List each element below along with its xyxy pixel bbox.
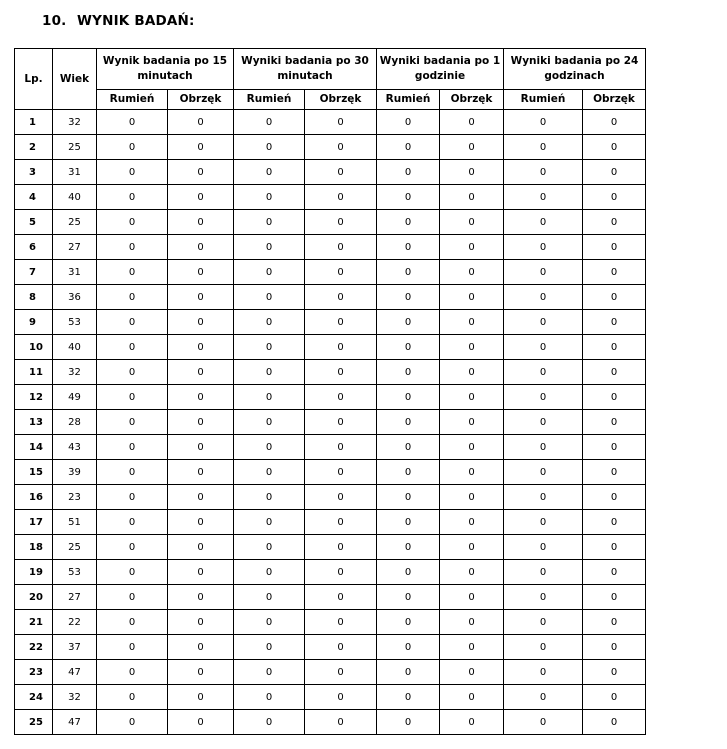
- swelling-value-cell: 0: [168, 435, 234, 460]
- redness-value-cell: 0: [504, 285, 583, 310]
- redness-value-cell: 0: [504, 585, 583, 610]
- swelling-value-cell: 0: [440, 360, 504, 385]
- redness-value-cell: 0: [377, 660, 440, 685]
- redness-value-cell: 0: [504, 410, 583, 435]
- redness-value-cell: 0: [234, 260, 305, 285]
- redness-value-cell: 0: [377, 560, 440, 585]
- table-row: [15, 660, 646, 685]
- swelling-value-cell: 0: [583, 460, 646, 485]
- swelling-value-cell: 0: [583, 485, 646, 510]
- row-number-cell: 9: [15, 310, 53, 335]
- swelling-value-cell: 0: [305, 210, 377, 235]
- swelling-value-cell: 0: [440, 585, 504, 610]
- swelling-value-cell: 0: [305, 110, 377, 135]
- redness-value-cell: 0: [234, 610, 305, 635]
- table-row: [15, 135, 646, 160]
- redness-value-cell: 0: [97, 510, 168, 535]
- redness-value-cell: 0: [97, 210, 168, 235]
- swelling-value-cell: 0: [440, 235, 504, 260]
- redness-value-cell: 0: [97, 435, 168, 460]
- redness-value-cell: 0: [504, 310, 583, 335]
- redness-value-cell: 0: [504, 360, 583, 385]
- swelling-value-cell: 0: [440, 710, 504, 735]
- swelling-header: Obrzęk: [440, 90, 504, 110]
- swelling-value-cell: 0: [440, 610, 504, 635]
- swelling-value-cell: 0: [305, 635, 377, 660]
- redness-value-cell: 0: [97, 360, 168, 385]
- group-header-1h: Wyniki badania po 1 godzinie: [377, 49, 504, 90]
- redness-value-cell: 0: [234, 460, 305, 485]
- swelling-value-cell: 0: [305, 660, 377, 685]
- table-row: [15, 260, 646, 285]
- swelling-value-cell: 0: [583, 685, 646, 710]
- redness-value-cell: 0: [234, 535, 305, 560]
- swelling-value-cell: 0: [583, 260, 646, 285]
- row-number-cell: 19: [15, 560, 53, 585]
- row-number-cell: 20: [15, 585, 53, 610]
- redness-value-cell: 0: [234, 585, 305, 610]
- age-cell: 51: [53, 510, 97, 535]
- swelling-value-cell: 0: [305, 185, 377, 210]
- age-cell: 32: [53, 360, 97, 385]
- swelling-value-cell: 0: [168, 610, 234, 635]
- swelling-value-cell: 0: [583, 210, 646, 235]
- swelling-value-cell: 0: [583, 335, 646, 360]
- redness-value-cell: 0: [377, 410, 440, 435]
- redness-value-cell: 0: [97, 585, 168, 610]
- redness-value-cell: 0: [377, 485, 440, 510]
- swelling-value-cell: 0: [440, 260, 504, 285]
- header-group-row: [15, 49, 646, 90]
- swelling-value-cell: 0: [168, 285, 234, 310]
- redness-value-cell: 0: [97, 135, 168, 160]
- redness-value-cell: 0: [234, 485, 305, 510]
- swelling-value-cell: 0: [440, 385, 504, 410]
- age-cell: 40: [53, 185, 97, 210]
- row-number-cell: 7: [15, 260, 53, 285]
- header-sub-row: [15, 90, 646, 110]
- redness-value-cell: 0: [504, 460, 583, 485]
- table-row: [15, 435, 646, 460]
- swelling-value-cell: 0: [168, 485, 234, 510]
- swelling-value-cell: 0: [168, 335, 234, 360]
- redness-value-cell: 0: [97, 335, 168, 360]
- swelling-value-cell: 0: [440, 110, 504, 135]
- redness-value-cell: 0: [504, 685, 583, 710]
- swelling-value-cell: 0: [305, 435, 377, 460]
- swelling-value-cell: 0: [168, 660, 234, 685]
- swelling-value-cell: 0: [583, 635, 646, 660]
- swelling-value-cell: 0: [168, 385, 234, 410]
- results-table: [14, 48, 646, 735]
- redness-value-cell: 0: [97, 385, 168, 410]
- row-number-cell: 11: [15, 360, 53, 385]
- redness-value-cell: 0: [97, 285, 168, 310]
- age-cell: 36: [53, 285, 97, 310]
- row-number-cell: 13: [15, 410, 53, 435]
- age-cell: 23: [53, 485, 97, 510]
- redness-header: Rumień: [97, 90, 168, 110]
- table-row: [15, 210, 646, 235]
- age-cell: 53: [53, 310, 97, 335]
- swelling-header: Obrzęk: [583, 90, 646, 110]
- row-number-cell: 5: [15, 210, 53, 235]
- redness-value-cell: 0: [234, 210, 305, 235]
- swelling-value-cell: 0: [440, 660, 504, 685]
- swelling-value-cell: 0: [168, 710, 234, 735]
- swelling-value-cell: 0: [168, 510, 234, 535]
- row-number-cell: 16: [15, 485, 53, 510]
- row-number-cell: 18: [15, 535, 53, 560]
- redness-value-cell: 0: [97, 635, 168, 660]
- swelling-value-cell: 0: [305, 710, 377, 735]
- redness-value-cell: 0: [377, 160, 440, 185]
- redness-value-cell: 0: [377, 685, 440, 710]
- table-row: [15, 685, 646, 710]
- age-cell: 53: [53, 560, 97, 585]
- redness-value-cell: 0: [377, 635, 440, 660]
- redness-value-cell: 0: [97, 560, 168, 585]
- section-title: WYNIK BADAŃ:: [77, 13, 195, 29]
- redness-value-cell: 0: [377, 335, 440, 360]
- redness-header: Rumień: [504, 90, 583, 110]
- swelling-value-cell: 0: [305, 685, 377, 710]
- table-row: [15, 710, 646, 735]
- redness-value-cell: 0: [97, 685, 168, 710]
- swelling-value-cell: 0: [305, 235, 377, 260]
- swelling-value-cell: 0: [440, 635, 504, 660]
- redness-header: Rumień: [234, 90, 305, 110]
- age-cell: 31: [53, 160, 97, 185]
- redness-header: Rumień: [377, 90, 440, 110]
- table-header: [15, 49, 646, 110]
- redness-value-cell: 0: [504, 635, 583, 660]
- age-cell: 40: [53, 335, 97, 360]
- table-row: [15, 235, 646, 260]
- redness-value-cell: 0: [377, 435, 440, 460]
- swelling-value-cell: 0: [440, 685, 504, 710]
- redness-value-cell: 0: [97, 160, 168, 185]
- swelling-value-cell: 0: [168, 310, 234, 335]
- swelling-value-cell: 0: [168, 260, 234, 285]
- redness-value-cell: 0: [377, 235, 440, 260]
- swelling-value-cell: 0: [305, 135, 377, 160]
- redness-value-cell: 0: [504, 485, 583, 510]
- redness-value-cell: 0: [377, 110, 440, 135]
- table-row: [15, 185, 646, 210]
- redness-value-cell: 0: [504, 335, 583, 360]
- swelling-value-cell: 0: [305, 310, 377, 335]
- redness-value-cell: 0: [504, 510, 583, 535]
- row-number-cell: 8: [15, 285, 53, 310]
- table-row: [15, 560, 646, 585]
- redness-value-cell: 0: [504, 210, 583, 235]
- swelling-value-cell: 0: [168, 635, 234, 660]
- group-header-24h: Wyniki badania po 24 godzinach: [504, 49, 646, 90]
- row-number-cell: 23: [15, 660, 53, 685]
- redness-value-cell: 0: [234, 560, 305, 585]
- age-cell: 25: [53, 135, 97, 160]
- swelling-value-cell: 0: [305, 535, 377, 560]
- age-cell: 47: [53, 710, 97, 735]
- swelling-value-cell: 0: [168, 535, 234, 560]
- table-row: [15, 460, 646, 485]
- swelling-value-cell: 0: [583, 310, 646, 335]
- swelling-value-cell: 0: [583, 510, 646, 535]
- redness-value-cell: 0: [234, 335, 305, 360]
- section-number: 10.: [42, 13, 67, 29]
- table-row: [15, 110, 646, 135]
- redness-value-cell: 0: [504, 135, 583, 160]
- table-row: [15, 585, 646, 610]
- lp-header: Lp.: [15, 49, 53, 110]
- swelling-value-cell: 0: [168, 410, 234, 435]
- redness-value-cell: 0: [97, 460, 168, 485]
- swelling-value-cell: 0: [583, 235, 646, 260]
- redness-value-cell: 0: [504, 110, 583, 135]
- age-cell: 39: [53, 460, 97, 485]
- row-number-cell: 22: [15, 635, 53, 660]
- swelling-value-cell: 0: [168, 685, 234, 710]
- swelling-value-cell: 0: [168, 185, 234, 210]
- redness-value-cell: 0: [504, 185, 583, 210]
- age-cell: 28: [53, 410, 97, 435]
- swelling-value-cell: 0: [583, 135, 646, 160]
- table-row: [15, 510, 646, 535]
- swelling-value-cell: 0: [168, 135, 234, 160]
- swelling-value-cell: 0: [583, 435, 646, 460]
- swelling-value-cell: 0: [583, 185, 646, 210]
- table-body: [15, 110, 646, 735]
- row-number-cell: 17: [15, 510, 53, 535]
- age-cell: 25: [53, 210, 97, 235]
- swelling-value-cell: 0: [168, 160, 234, 185]
- swelling-value-cell: 0: [440, 335, 504, 360]
- swelling-value-cell: 0: [440, 435, 504, 460]
- table-row: [15, 385, 646, 410]
- age-cell: 31: [53, 260, 97, 285]
- table-row: [15, 285, 646, 310]
- redness-value-cell: 0: [377, 310, 440, 335]
- swelling-value-cell: 0: [583, 560, 646, 585]
- swelling-value-cell: 0: [440, 510, 504, 535]
- swelling-value-cell: 0: [583, 110, 646, 135]
- age-header: Wiek: [53, 49, 97, 110]
- redness-value-cell: 0: [234, 310, 305, 335]
- age-cell: 25: [53, 535, 97, 560]
- age-cell: 32: [53, 685, 97, 710]
- section-heading: [42, 13, 195, 29]
- row-number-cell: 15: [15, 460, 53, 485]
- swelling-value-cell: 0: [305, 360, 377, 385]
- redness-value-cell: 0: [234, 185, 305, 210]
- swelling-value-cell: 0: [583, 285, 646, 310]
- redness-value-cell: 0: [504, 610, 583, 635]
- swelling-value-cell: 0: [440, 160, 504, 185]
- swelling-value-cell: 0: [440, 485, 504, 510]
- swelling-value-cell: 0: [168, 560, 234, 585]
- table-row: [15, 360, 646, 385]
- row-number-cell: 14: [15, 435, 53, 460]
- swelling-value-cell: 0: [440, 460, 504, 485]
- redness-value-cell: 0: [377, 460, 440, 485]
- swelling-value-cell: 0: [583, 160, 646, 185]
- redness-value-cell: 0: [234, 435, 305, 460]
- redness-value-cell: 0: [234, 510, 305, 535]
- row-number-cell: 4: [15, 185, 53, 210]
- swelling-value-cell: 0: [583, 585, 646, 610]
- age-cell: 37: [53, 635, 97, 660]
- swelling-value-cell: 0: [583, 610, 646, 635]
- redness-value-cell: 0: [234, 235, 305, 260]
- redness-value-cell: 0: [504, 710, 583, 735]
- row-number-cell: 1: [15, 110, 53, 135]
- redness-value-cell: 0: [504, 660, 583, 685]
- redness-value-cell: 0: [504, 260, 583, 285]
- redness-value-cell: 0: [234, 385, 305, 410]
- redness-value-cell: 0: [234, 110, 305, 135]
- swelling-value-cell: 0: [583, 535, 646, 560]
- table-row: [15, 485, 646, 510]
- age-cell: 27: [53, 235, 97, 260]
- swelling-value-cell: 0: [305, 285, 377, 310]
- swelling-value-cell: 0: [168, 460, 234, 485]
- swelling-value-cell: 0: [583, 660, 646, 685]
- redness-value-cell: 0: [504, 560, 583, 585]
- group-header-15min: Wynik badania po 15 minutach: [97, 49, 234, 90]
- redness-value-cell: 0: [377, 585, 440, 610]
- redness-value-cell: 0: [97, 185, 168, 210]
- row-number-cell: 21: [15, 610, 53, 635]
- swelling-value-cell: 0: [440, 560, 504, 585]
- group-header-30min: Wyniki badania po 30 minutach: [234, 49, 377, 90]
- redness-value-cell: 0: [504, 385, 583, 410]
- row-number-cell: 12: [15, 385, 53, 410]
- table-row: [15, 335, 646, 360]
- redness-value-cell: 0: [97, 310, 168, 335]
- row-number-cell: 25: [15, 710, 53, 735]
- swelling-value-cell: 0: [440, 310, 504, 335]
- redness-value-cell: 0: [234, 360, 305, 385]
- redness-value-cell: 0: [234, 160, 305, 185]
- age-cell: 22: [53, 610, 97, 635]
- table-row: [15, 535, 646, 560]
- redness-value-cell: 0: [377, 535, 440, 560]
- row-number-cell: 24: [15, 685, 53, 710]
- redness-value-cell: 0: [234, 660, 305, 685]
- swelling-value-cell: 0: [168, 360, 234, 385]
- swelling-header: Obrzęk: [305, 90, 377, 110]
- row-number-cell: 2: [15, 135, 53, 160]
- swelling-value-cell: 0: [305, 385, 377, 410]
- swelling-value-cell: 0: [305, 485, 377, 510]
- swelling-value-cell: 0: [305, 335, 377, 360]
- swelling-value-cell: 0: [305, 585, 377, 610]
- redness-value-cell: 0: [504, 535, 583, 560]
- redness-value-cell: 0: [97, 660, 168, 685]
- swelling-value-cell: 0: [168, 210, 234, 235]
- swelling-value-cell: 0: [440, 285, 504, 310]
- row-number-cell: 10: [15, 335, 53, 360]
- age-cell: 43: [53, 435, 97, 460]
- redness-value-cell: 0: [504, 160, 583, 185]
- redness-value-cell: 0: [97, 610, 168, 635]
- swelling-value-cell: 0: [440, 185, 504, 210]
- redness-value-cell: 0: [377, 185, 440, 210]
- redness-value-cell: 0: [234, 635, 305, 660]
- swelling-value-cell: 0: [305, 610, 377, 635]
- swelling-value-cell: 0: [168, 235, 234, 260]
- redness-value-cell: 0: [97, 110, 168, 135]
- redness-value-cell: 0: [234, 135, 305, 160]
- swelling-value-cell: 0: [305, 160, 377, 185]
- redness-value-cell: 0: [97, 410, 168, 435]
- swelling-value-cell: 0: [583, 710, 646, 735]
- redness-value-cell: 0: [377, 285, 440, 310]
- redness-value-cell: 0: [377, 510, 440, 535]
- redness-value-cell: 0: [377, 385, 440, 410]
- swelling-header: Obrzęk: [168, 90, 234, 110]
- redness-value-cell: 0: [97, 535, 168, 560]
- table-row: [15, 410, 646, 435]
- swelling-value-cell: 0: [583, 360, 646, 385]
- table-row: [15, 160, 646, 185]
- swelling-value-cell: 0: [440, 535, 504, 560]
- table-row: [15, 635, 646, 660]
- swelling-value-cell: 0: [305, 460, 377, 485]
- swelling-value-cell: 0: [583, 410, 646, 435]
- swelling-value-cell: 0: [305, 510, 377, 535]
- redness-value-cell: 0: [377, 710, 440, 735]
- swelling-value-cell: 0: [305, 410, 377, 435]
- redness-value-cell: 0: [97, 260, 168, 285]
- swelling-value-cell: 0: [440, 410, 504, 435]
- swelling-value-cell: 0: [168, 585, 234, 610]
- redness-value-cell: 0: [504, 435, 583, 460]
- redness-value-cell: 0: [377, 260, 440, 285]
- redness-value-cell: 0: [234, 685, 305, 710]
- redness-value-cell: 0: [234, 710, 305, 735]
- redness-value-cell: 0: [97, 485, 168, 510]
- redness-value-cell: 0: [234, 285, 305, 310]
- table-row: [15, 310, 646, 335]
- swelling-value-cell: 0: [168, 110, 234, 135]
- table-row: [15, 610, 646, 635]
- age-cell: 49: [53, 385, 97, 410]
- redness-value-cell: 0: [234, 410, 305, 435]
- row-number-cell: 3: [15, 160, 53, 185]
- redness-value-cell: 0: [504, 235, 583, 260]
- redness-value-cell: 0: [377, 210, 440, 235]
- redness-value-cell: 0: [377, 610, 440, 635]
- swelling-value-cell: 0: [440, 210, 504, 235]
- redness-value-cell: 0: [377, 360, 440, 385]
- age-cell: 32: [53, 110, 97, 135]
- swelling-value-cell: 0: [583, 385, 646, 410]
- redness-value-cell: 0: [97, 710, 168, 735]
- swelling-value-cell: 0: [305, 560, 377, 585]
- swelling-value-cell: 0: [440, 135, 504, 160]
- age-cell: 27: [53, 585, 97, 610]
- redness-value-cell: 0: [97, 235, 168, 260]
- age-cell: 47: [53, 660, 97, 685]
- swelling-value-cell: 0: [305, 260, 377, 285]
- row-number-cell: 6: [15, 235, 53, 260]
- redness-value-cell: 0: [377, 135, 440, 160]
